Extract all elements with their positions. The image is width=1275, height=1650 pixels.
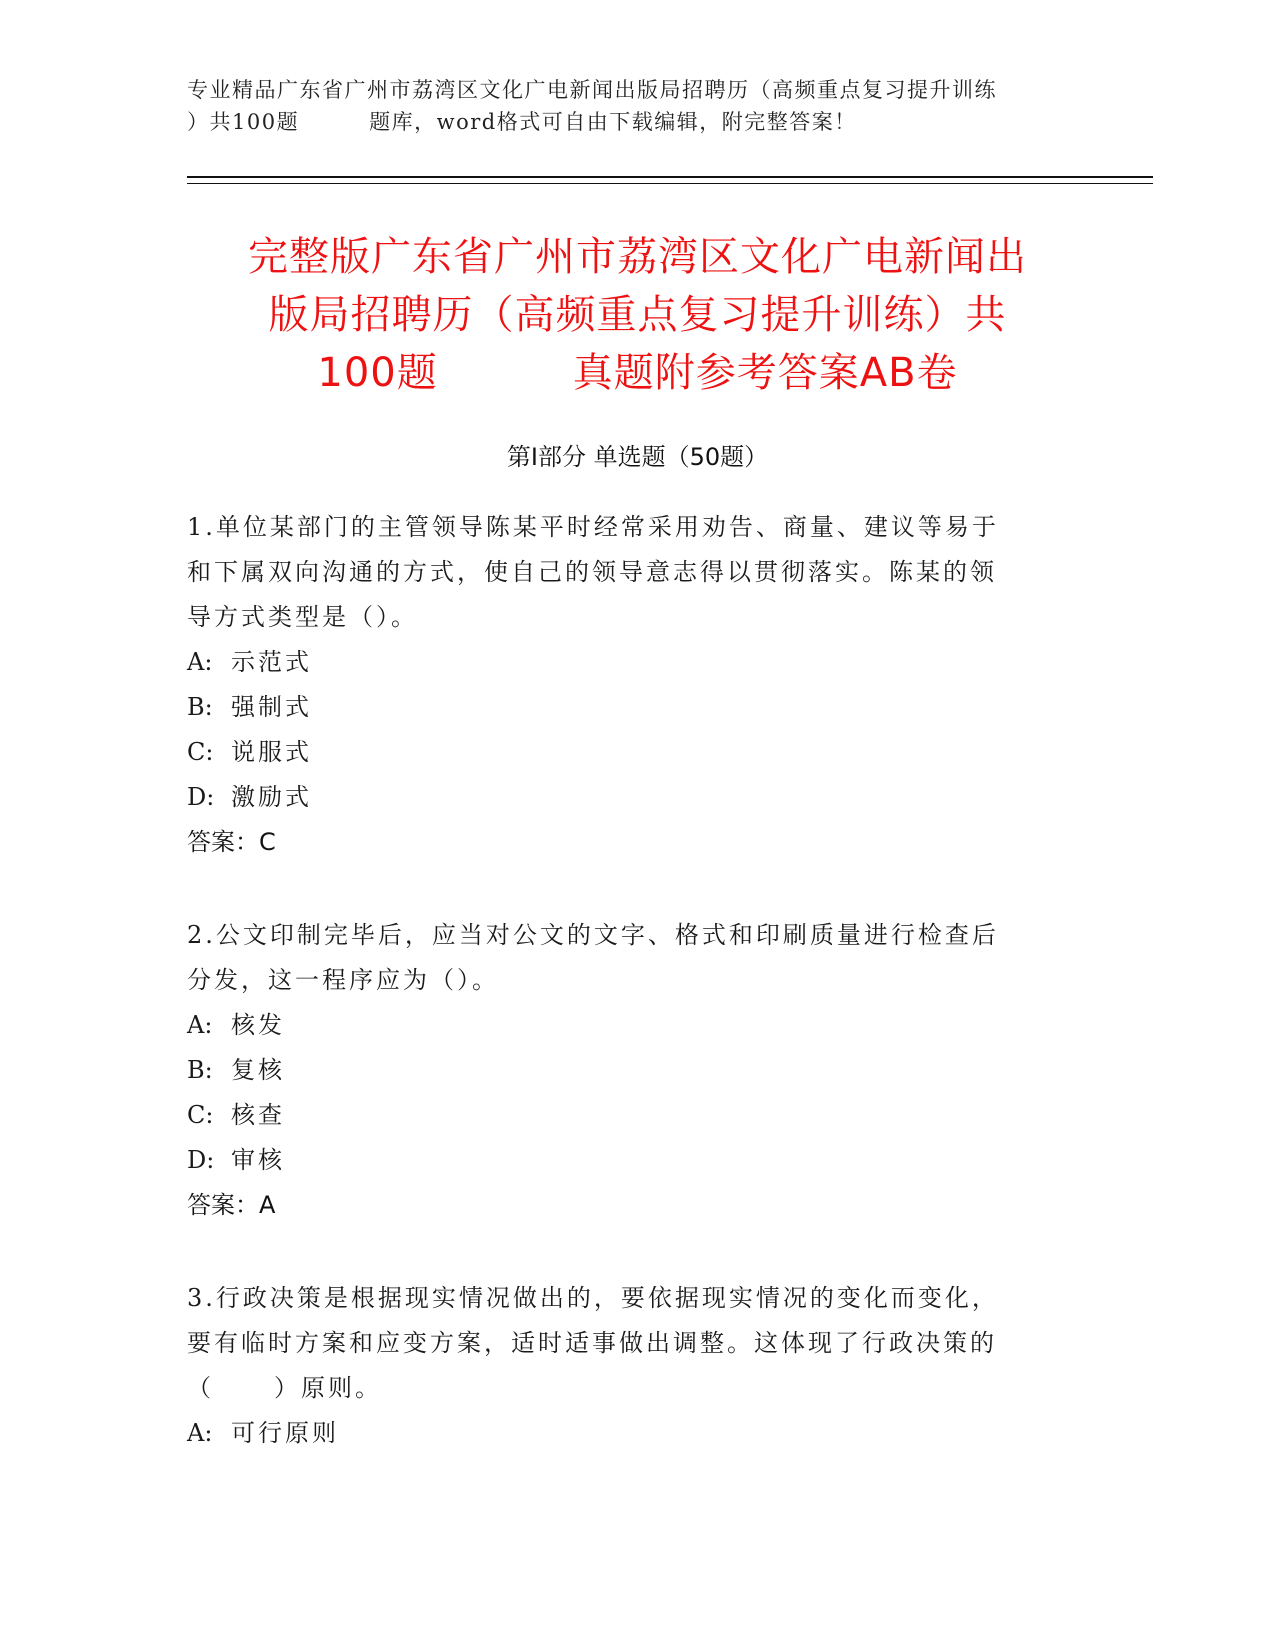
option-key: B: [187,1056,213,1084]
question-text-line: 和下属双向沟通的方式，使自己的领导意志得以贯彻落实。陈某的领 [187,558,997,586]
option-text: 核发 [231,1011,285,1039]
option-text: 激励式 [231,783,312,811]
option-key: C: [187,1101,214,1129]
option-c [187,730,1057,775]
option-b [187,1048,1057,1093]
paren-open: （ [187,1374,214,1402]
title-line-3-a: 100题 [317,350,438,396]
header-line-2-b: 题库，word格式可自由下载编辑，附完整答案！ [369,110,857,134]
option-d [187,775,1057,820]
question-text-line: 要有临时方案和应变方案，适时适事做出调整。这体现了行政决策的 [187,1329,997,1357]
option-text: 审核 [231,1146,285,1174]
section-title: 第Ⅰ部分 单选题（50题） [506,443,769,471]
title-line-2: 版局招聘历（高频重点复习提升训练）共 [268,292,1007,338]
header-line-1: 专业精品广东省广州市荔湾区文化广电新闻出版局招聘历（高频重点复习提升训练 [187,78,997,102]
option-key: D: [187,1146,215,1174]
question-text-line: 1.单位某部门的主管领导陈某平时经常采用劝告、商量、建议等易于 [187,513,999,541]
header-note [187,74,1087,138]
option-d [187,1138,1057,1183]
answer: 答案：A [187,1191,276,1219]
question-3 [187,1276,1057,1456]
option-b [187,685,1057,730]
paren-close: ）原则。 [274,1374,382,1402]
answer: 答案：C [187,828,276,856]
option-key: C: [187,738,214,766]
question-text-line: 2.公文印制完毕后，应当对公文的文字、格式和印刷质量进行检查后 [187,921,999,949]
question-2 [187,913,1057,1228]
question-text-line: 导方式类型是（）。 [187,603,418,631]
option-a [187,1003,1057,1048]
header-divider-thick [187,176,1153,178]
title-line-1: 完整版广东省广州市荔湾区文化广电新闻出 [248,234,1027,280]
option-text: 可行原则 [231,1419,339,1447]
option-text: 复核 [231,1056,285,1084]
question-1 [187,505,1057,865]
header-line-2-a: ）共100题 [187,110,300,134]
option-key: D: [187,783,215,811]
option-c [187,1093,1057,1138]
header-divider-thin [187,183,1153,184]
document-title [170,228,1105,402]
option-text: 示范式 [231,648,312,676]
title-line-3-b: 真题附参考答案AB卷 [572,350,958,396]
header-line-2 [187,106,1087,138]
option-key: A: [187,648,213,676]
question-text-line [187,1366,1057,1411]
option-text: 强制式 [231,693,312,721]
option-key: B: [187,693,213,721]
question-text-line: 分发，这一程序应为（）。 [187,966,499,994]
option-a [187,1411,1057,1456]
option-text: 说服式 [231,738,312,766]
option-a [187,640,1057,685]
option-key: A: [187,1011,213,1039]
option-key: A: [187,1419,213,1447]
title-line-3 [170,344,1105,402]
question-text-line: 3.行政决策是根据现实情况做出的，要依据现实情况的变化而变化， [187,1284,999,1312]
option-text: 核查 [231,1101,285,1129]
